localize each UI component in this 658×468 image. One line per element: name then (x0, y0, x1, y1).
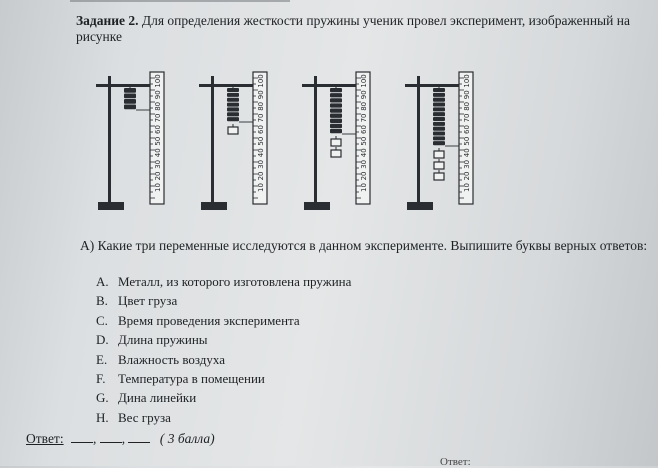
option-letter: D. (96, 332, 109, 348)
option-text: Дина линейки (118, 390, 197, 406)
ruler-tick-label: 30 (257, 159, 265, 169)
ruler-tick-label: 80 (360, 101, 368, 111)
spring-coil (433, 122, 445, 126)
stand-base (304, 202, 330, 210)
option-a (96, 274, 351, 293)
option-letter: B. (96, 293, 108, 309)
ruler-tick-label: 70 (154, 113, 162, 123)
spring-coil (330, 88, 342, 92)
stand-arm (96, 84, 154, 87)
task-label: Задание 2. (76, 13, 139, 28)
spring-coil (330, 129, 342, 133)
ruler-tick-label: 90 (360, 90, 368, 100)
weight (331, 139, 341, 146)
option-text: Металл, из которого изготовлена пружина (118, 274, 352, 289)
spring-coil (433, 127, 445, 131)
spring-coil (330, 93, 342, 97)
option-letter: C. (96, 312, 108, 328)
ruler-tick-label: 100 (360, 74, 368, 88)
spring-coil (433, 141, 445, 145)
stand-base (407, 202, 433, 210)
ruler-tick-label: 100 (463, 74, 471, 88)
weight (434, 162, 444, 169)
spring-coil (330, 108, 342, 112)
spring-coil (124, 99, 136, 104)
spring-coil (433, 98, 445, 102)
ruler-tick-label: 30 (463, 159, 471, 169)
option-g (96, 390, 351, 409)
option-text: Цвет груза (118, 293, 178, 309)
options-list (96, 274, 351, 429)
option-letter: E. (96, 351, 108, 367)
answer-blank-3[interactable] (128, 430, 150, 443)
ruler-tick-label: 80 (257, 101, 265, 111)
ruler-tick-label: 40 (360, 148, 368, 158)
spring-coil (330, 98, 342, 102)
spring-coil (124, 105, 136, 110)
ruler-tick-label: 70 (360, 113, 368, 123)
answer-separator: , (121, 431, 126, 446)
spring-coil (227, 103, 239, 107)
ruler-tick-label: 90 (463, 90, 471, 100)
ruler-tick-label: 100 (154, 74, 162, 88)
option-d (96, 332, 351, 351)
ruler-tick-label: 50 (463, 136, 471, 146)
weight (228, 127, 238, 134)
option-f (96, 371, 351, 390)
spring-coil (227, 117, 239, 121)
ruler-tick-label: 80 (154, 101, 162, 111)
option-letter: G. (96, 390, 109, 406)
spring-coil (330, 119, 342, 123)
option-text: Влажность воздуха (118, 351, 225, 367)
spring-coil (330, 103, 342, 107)
option-letter: A. (96, 274, 109, 289)
ruler-tick-label: 80 (463, 101, 471, 111)
stand-rod (108, 76, 111, 203)
ruler-tick-label: 10 (257, 183, 265, 192)
option-e (96, 352, 351, 371)
spring-coil (433, 132, 445, 136)
ruler-tick-label: 50 (360, 136, 368, 146)
next-answer-label-cut: Ответ: (440, 456, 471, 468)
experiment-figure (78, 66, 498, 216)
weight (434, 151, 444, 158)
option-h (96, 410, 351, 429)
ruler-tick-label: 70 (257, 113, 265, 123)
ruler-tick-label: 70 (463, 113, 471, 123)
spring-coil (433, 112, 445, 116)
spring-coil (433, 107, 445, 111)
spring-coil (227, 112, 239, 116)
option-text: Вес груза (118, 409, 171, 425)
ruler-tick-label: 10 (154, 183, 162, 192)
option-letter: F. (96, 370, 106, 386)
spring-coil (124, 88, 136, 93)
ruler-tick-label: 10 (463, 183, 471, 192)
weight (434, 173, 444, 180)
answer-separator: , (92, 431, 97, 446)
answer-line (26, 430, 215, 447)
answer-score: ( 3 балла) (159, 431, 215, 446)
stand-rod (314, 76, 317, 203)
top-edge-line (70, 0, 290, 2)
ruler-tick-label: 100 (257, 74, 265, 88)
spring-coil (330, 124, 342, 128)
ruler-tick-label: 60 (360, 125, 368, 134)
stand-arm (199, 84, 257, 87)
ruler-tick-label: 50 (257, 136, 265, 146)
option-b (96, 293, 351, 312)
ruler-tick-label: 60 (154, 125, 162, 134)
question-a: А) Какие три переменные исследуются в данном эксперименте. Выпишите буквы верных ответов: (80, 238, 648, 253)
option-text: Температура в помещении (118, 370, 265, 386)
stand-base (98, 202, 124, 210)
stand-base (201, 202, 227, 210)
spring-coil (433, 136, 445, 140)
option-text: Длина пружины (118, 332, 208, 348)
answer-blank-1[interactable] (71, 430, 93, 443)
spring-coil (227, 93, 239, 97)
task-statement (76, 13, 636, 45)
task-text: Для определения жесткости пружины ученик провел эксперимент, изображенный на рисунке (76, 13, 630, 44)
ruler-tick-label: 60 (463, 125, 471, 134)
ruler-tick-label: 20 (257, 171, 265, 181)
ruler-tick-label: 40 (463, 148, 471, 158)
spring-coil (227, 88, 239, 92)
ruler-tick-label: 50 (154, 136, 162, 146)
answer-label: Ответ: (26, 431, 64, 446)
stand-rod (211, 76, 214, 203)
ruler-tick-label: 40 (257, 148, 265, 158)
option-text: Время проведения эксперимента (118, 312, 300, 328)
weight (331, 150, 341, 157)
stand-arm (302, 84, 360, 87)
ruler-tick-label: 30 (360, 159, 368, 169)
ruler-tick-label: 30 (154, 159, 162, 169)
option-c (96, 313, 351, 332)
stand-rod (417, 76, 420, 203)
spring-coil (433, 117, 445, 121)
ruler-tick-label: 10 (360, 183, 368, 192)
ruler-tick-label: 60 (257, 125, 265, 134)
spring-coil (433, 103, 445, 107)
option-letter: H. (96, 409, 109, 425)
spring-coil (227, 98, 239, 102)
ruler-tick-label: 90 (154, 90, 162, 100)
spring-coil (330, 114, 342, 118)
ruler-tick-label: 90 (257, 90, 265, 100)
spring-coil (433, 88, 445, 92)
ruler-tick-label: 20 (154, 171, 162, 181)
spring-coil (227, 107, 239, 111)
answer-blank-2[interactable] (100, 430, 122, 443)
ruler-tick-label: 20 (463, 171, 471, 181)
spring-coil (124, 94, 136, 99)
spring-coil (433, 93, 445, 97)
ruler-tick-label: 20 (360, 171, 368, 181)
stand-arm (405, 84, 463, 87)
ruler-tick-label: 40 (154, 148, 162, 158)
